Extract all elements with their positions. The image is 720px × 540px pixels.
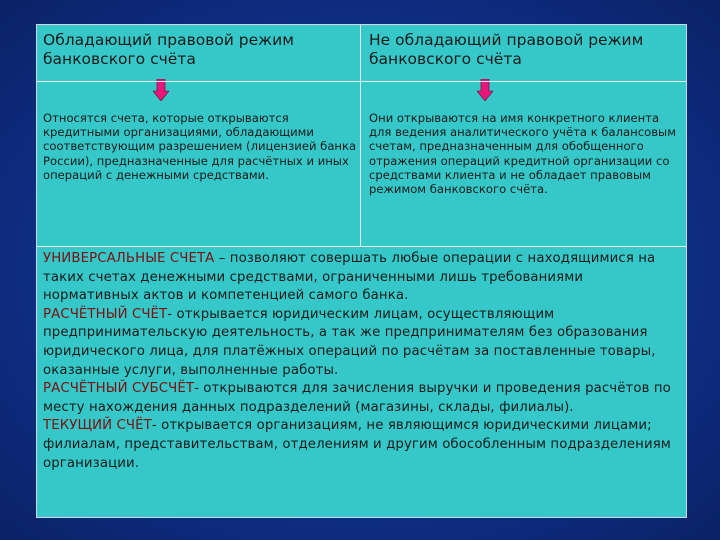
- definition-text: – позволяют совершать любые операции с находящимися на таких счетах денежными средствами, ограниченными лишь требованиями нормативных актов и компетенцией самого банка.: [43, 251, 656, 304]
- definition-text: - открывается организациям, не являющимся юридическими лицами; филиалам, представительствам, отделениям и другим обособленным подразделениям организации.: [43, 418, 671, 471]
- section-divider: [37, 246, 686, 247]
- definition-item: [43, 250, 683, 306]
- definition-term: УНИВЕРСАЛЬНЫЕ СЧЕТА: [43, 251, 215, 266]
- definition-item: [43, 417, 683, 473]
- definition-term: ТЕКУЩИЙ СЧЁТ: [43, 418, 152, 434]
- col2-header: Не обладающий правовой режим банковского счёта: [369, 31, 644, 68]
- col1-header: Обладающий правовой режим банковского счёта: [43, 31, 294, 68]
- definition-term: РАСЧЁТНЫЙ СУБСЧЁТ: [43, 381, 195, 397]
- slide-panel: [36, 24, 687, 518]
- definitions-block: [43, 250, 683, 473]
- down-arrow-icon: [153, 79, 169, 101]
- col2-description: Они открываются на имя конкретного клиента для ведения аналитического учёта к балансовым счетам, предназначенным для обобщенного отражения операций кредитной организации со средствами клиента и не обладает правовым режимом банковского счёта.: [369, 111, 676, 197]
- definition-term: РАСЧЁТНЫЙ СЧЁТ: [43, 306, 168, 322]
- row-divider: [37, 81, 686, 82]
- definition-item: [43, 380, 683, 417]
- definition-text: - открывается юридическим лицам, осуществляющим предпринимательскую деятельность, а так же предпринимателям без образования юридического лица, для платёжных операций по расчётам за поставленные товары, оказанные услуги, выполненные работы.: [43, 306, 656, 378]
- definition-item: [43, 306, 683, 380]
- column-divider: [360, 25, 361, 247]
- down-arrow-icon: [477, 79, 493, 101]
- definition-text: - открываются для зачисления выручки и проведения расчётов по месту нахождения данных подразделений (магазины, склады, филиалы).: [43, 381, 671, 415]
- col1-description: Относятся счета, которые открываются кредитными организациями, обладающими соответствующим разрешением (лицензией банка России), предназначенные для расчётных и иных операций с денежными средствами.: [43, 111, 357, 182]
